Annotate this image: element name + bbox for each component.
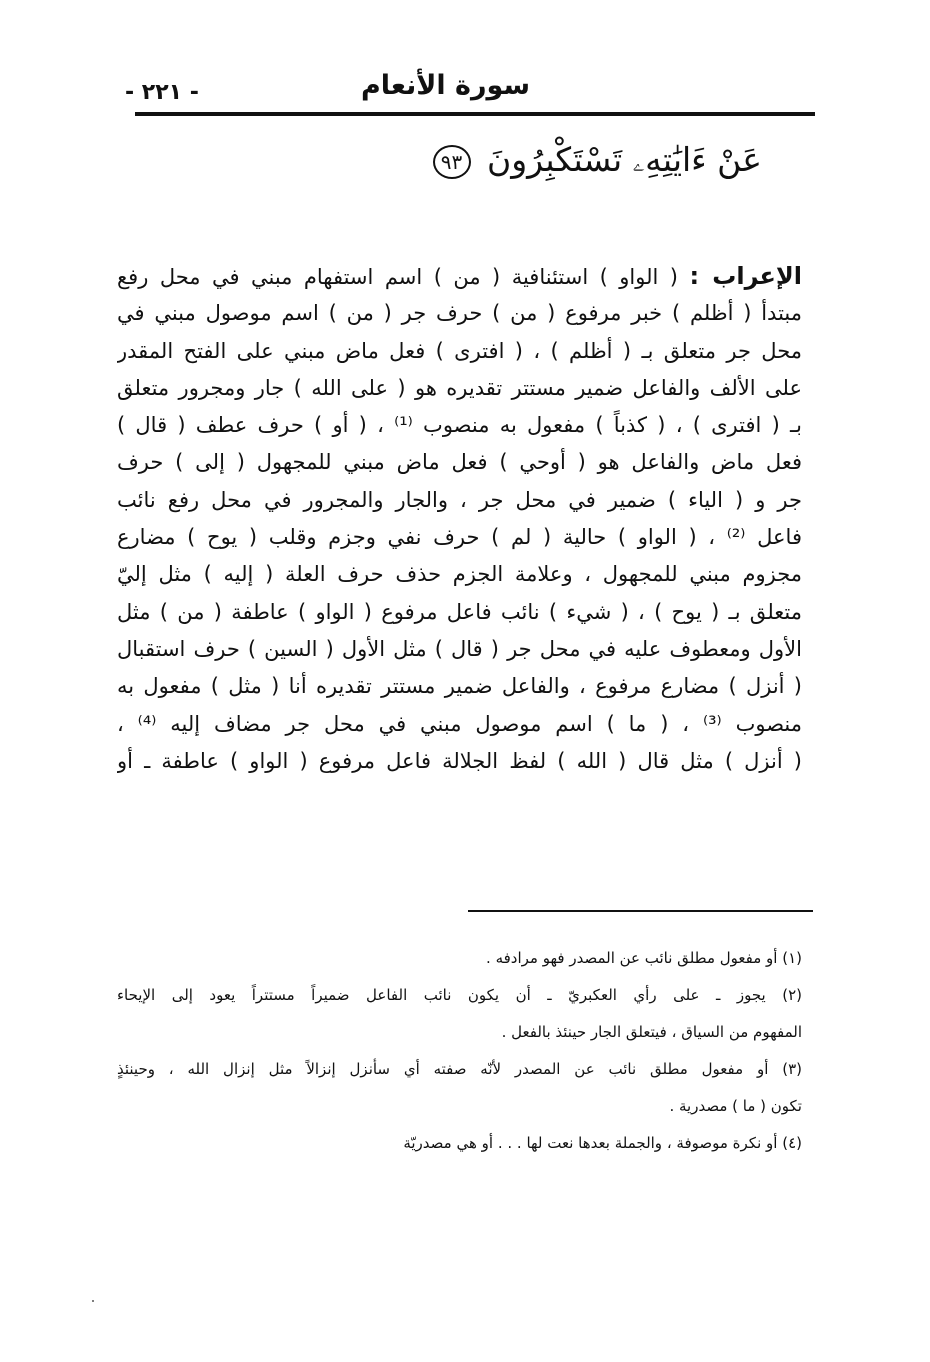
surah-title: سورة الأنعام bbox=[360, 70, 530, 101]
footnote-2-continued: المفهوم من السياق ، فيتعلق الجار حينئذ بالفعل . bbox=[501, 1023, 802, 1041]
scan-speck bbox=[92, 1300, 94, 1302]
footnotes-section bbox=[117, 940, 802, 1162]
page-header bbox=[125, 66, 815, 112]
footnote-1: (١) أو مفعول مطلق نائب عن المصدر فهو مرادفه . bbox=[486, 949, 802, 967]
irab-line: جر و ( الياء ) ضمير في محل جر ، والجار والمجرور في محل رفع نائب bbox=[117, 487, 802, 512]
irab-line: فعل ماض والفاعل هو ( أوحي ) فعل ماض مبني للمجهول ( إلى ) حرف bbox=[117, 450, 802, 475]
irab-line: ( أنزل ) مضارع مرفوع ، والفاعل ضمير مستتر تقديره أنا ( مثل ) مفعول به bbox=[117, 674, 802, 699]
irab-line: ( أنزل ) مثل قال ( الله ) لفظ الجلالة فاعل مرفوع ( الواو ) عاطفة ـ أو bbox=[117, 748, 802, 773]
irab-line: متعلق بـ ( يوح ) ، ( شيء ) نائب فاعل مرفوع ( الواو ) عاطفة ( من ) مثل bbox=[117, 599, 802, 624]
irab-line bbox=[117, 258, 802, 295]
footnote-separator bbox=[468, 910, 813, 912]
irab-line: محل جر متعلق بـ ( أظلم ) ، ( افترى ) فعل ماض مبني على الفتح المقدر bbox=[117, 338, 802, 363]
irab-line: بـ ( افترى ) ، ( كذباً ) مفعول به منصوب ⁽¹⁾ ، ( أو ) حرف عطف ( قال ) bbox=[117, 413, 802, 438]
footnote-3: (٣) أو مفعول مطلق نائب عن المصدر لأنّه صفته أي سأنزل إنزالاً مثل إنزال الله ، وحينئذٍ bbox=[117, 1060, 802, 1078]
verse-text: عَنْ ءَايَٰتِهِۦ تَسْتَكْبِرُونَ bbox=[487, 140, 762, 179]
irab-section bbox=[117, 258, 802, 780]
footnote-4: (٤) أو نكرة موصوفة ، والجملة بعدها نعت لها . . . أو هي مصدريّة bbox=[403, 1134, 802, 1152]
irab-line: على الألف والفاعل ضمير مستتر تقديره هو ( على الله ) جار ومجرور متعلق bbox=[117, 375, 802, 400]
footnote-3-continued: تكون ( ما ) مصدرية . bbox=[669, 1097, 802, 1115]
irab-line-text: ( الواو ) استئنافية ( من ) اسم استفهام مبني في محل رفع bbox=[117, 265, 679, 289]
irab-line: الأول ومعطوف عليه في محل جر ( قال ) مثل الأول ( السين ) حرف استقبال bbox=[117, 636, 802, 661]
quran-verse bbox=[433, 140, 763, 180]
irab-line: مجزوم مبني للمجهول ، وعلامة الجزم حذف حرف العلة ( إليه ) مثل إليّ bbox=[117, 562, 802, 587]
irab-label: الإعراب : bbox=[689, 262, 802, 290]
header-rule bbox=[135, 112, 815, 116]
footnote-2: (٢) يجوز ـ على رأي العكبريّ ـ أن يكون نائب الفاعل ضميراً مستتراً يعود إلى الإيحاء bbox=[117, 986, 802, 1004]
irab-line: فاعل ⁽²⁾ ، ( الواو ) حالية ( لم ) حرف نفي وجزم وقلب ( يوح ) مضارع bbox=[117, 525, 802, 550]
irab-line: مبتدأ ( أظلم ) خبر مرفوع ( من ) حرف جر ( من ) اسم موصول مبني في bbox=[117, 301, 802, 326]
irab-line: منصوب ⁽³⁾ ، ( ما ) اسم موصول مبني في محل جر مضاف إليه ⁽⁴⁾ ، bbox=[117, 711, 802, 736]
page-number: - ٢٢١ - bbox=[125, 80, 199, 105]
verse-number-marker: ٩٣ bbox=[433, 145, 471, 179]
